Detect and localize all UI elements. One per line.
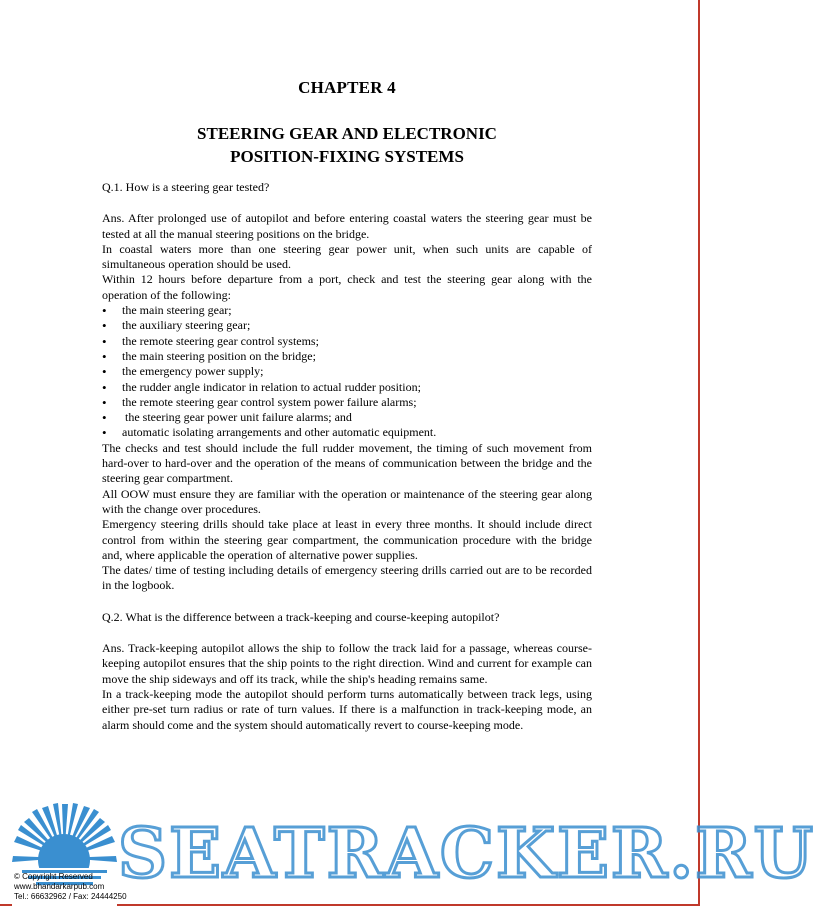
- answer-paragraph: In coastal waters more than one steering gear power unit, when such units are capable of simultaneous operation should be used.: [102, 241, 592, 272]
- answer-paragraph: Ans. Track-keeping autopilot allows the ship to follow the track laid for a passage, whereas course-keeping autopilot ensures that the ship points to the right direction. Wind and current for example can move the ship sideways and off its track, while the ship's heading remains same.: [102, 641, 592, 686]
- copyright-footer: [14, 872, 127, 902]
- question-1: Q.1. How is a steering gear tested?: [102, 180, 270, 194]
- answer-paragraph: All OOW must ensure they are familiar with the operation or maintenance of the steering gear along with the change over procedures.: [102, 486, 592, 516]
- watermark-text: SEATRACKER.RU: [118, 814, 815, 894]
- list-item: • automatic isolating arrangements and other automatic equipment.: [102, 425, 592, 440]
- chapter-heading: CHAPTER 4: [298, 78, 396, 97]
- list-item: • the auxiliary steering gear;: [102, 318, 592, 333]
- list-item: • the main steering gear;: [102, 303, 592, 318]
- chapter-title-line: STEERING GEAR AND ELECTRONIC: [197, 124, 497, 143]
- list-item: • the remote steering gear control systems;: [102, 334, 592, 349]
- answer-paragraph: Within 12 hours before departure from a port, check and test the steering gear along with the operation of the following:: [102, 272, 592, 302]
- document-body: [102, 180, 592, 733]
- answer-paragraph: Ans. After prolonged use of autopilot and before entering coastal waters the steering gear must be tested at all the manual steering positions on the bridge.: [102, 211, 592, 241]
- list-item: • the remote steering gear control system power failure alarms;: [102, 395, 592, 410]
- question-2: Q.2. What is the difference between a track-keeping and course-keeping autopilot?: [102, 609, 500, 624]
- chapter-title: [0, 122, 694, 168]
- bullet-list: [102, 303, 592, 441]
- copyright-line: © Copyright Reserved: [14, 872, 93, 881]
- answer-paragraph: The dates/ time of testing including details of emergency steering drills carried out are to be recorded in the logbook.: [102, 563, 592, 593]
- website-link[interactable]: www.bhandarkarpub.com: [14, 882, 105, 891]
- answer-paragraph: Emergency steering drills should take place at least in every three months. It should include direct control from within the steering gear compartment, the communication procedure with the bridge and, where applicable the operation of alternative power supplies.: [102, 517, 592, 562]
- list-item: • the emergency power supply;: [102, 364, 592, 379]
- contact-line: Tel.: 66632962 / Fax: 24444250: [14, 892, 127, 901]
- list-item: • the steering gear power unit failure alarms; and: [102, 410, 592, 425]
- answer-paragraph: The checks and test should include the full rudder movement, the timing of such movement from hard-over to hard-over and the operation of the means of communication between the bridge and the steering gear compartment.: [102, 440, 592, 486]
- chapter-title-line: POSITION-FIXING SYSTEMS: [230, 147, 464, 166]
- list-item: • the main steering position on the bridge;: [102, 349, 592, 364]
- list-item: • the rudder angle indicator in relation to actual rudder position;: [102, 380, 592, 395]
- answer-paragraph: In a track-keeping mode the autopilot should perform turns automatically between track legs, using either pre-set turn radius or rate of turn values. If there is a malfunction in track-keeping mode, an alarm should come and the system should automatically revert to course-keeping mode.: [102, 686, 592, 732]
